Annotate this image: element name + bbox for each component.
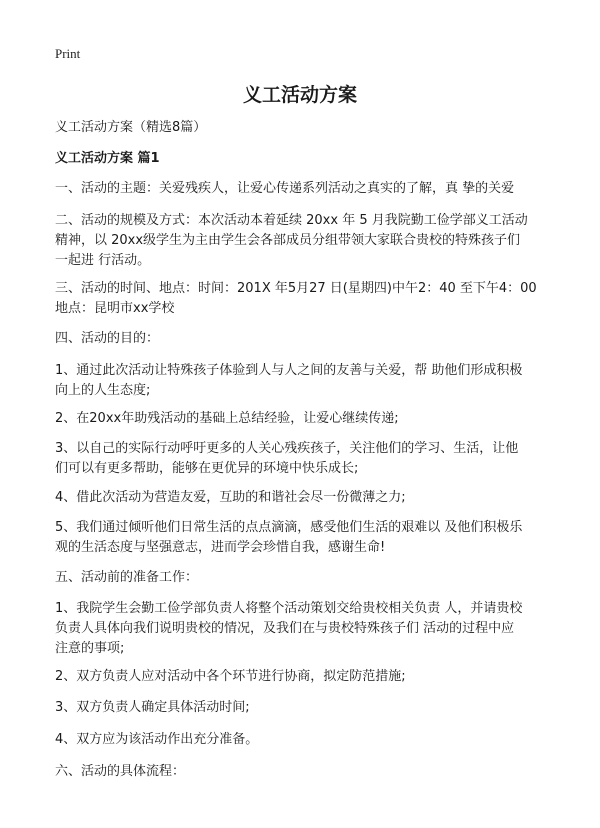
paragraph-line: 2、双方负责人应对活动中各个环节进行协商，拟定防范措施; (55, 669, 406, 684)
paragraph-purpose-2 (55, 409, 555, 429)
paragraph-prep-1 (55, 599, 555, 659)
paragraph-prep-2 (55, 667, 555, 687)
document-title: 义工活动方案 (242, 84, 357, 106)
paragraph-scale (55, 211, 555, 271)
paragraph-line: 一起进 行活动。 (55, 253, 151, 268)
paragraph-line: 2、在20xx年助残活动的基础上总结经验，让爱心继续传递; (55, 411, 399, 426)
paragraph-purpose-1 (55, 361, 555, 401)
paragraph-line: 4、双方应为该活动作出充分准备。 (55, 732, 259, 747)
paragraph-line: 1、通过此次活动让特殊孩子体验到人与人之间的友善与关爱，帮 助他们形成积极 (55, 363, 523, 378)
print-link[interactable]: Print (55, 46, 81, 61)
paragraph-line: 5、我们通过倾听他们日常生活的点点滴滴，感受他们生活的艰难以 及他们积极乐 (55, 520, 523, 535)
paragraph-line: 向上的人生态度; (55, 383, 151, 398)
paragraph-line: 一、活动的主题：关爱残疾人，让爱心传递系列活动之真实的了解，真 挚的关爱 (55, 181, 515, 196)
paragraph-purpose-5 (55, 518, 555, 558)
paragraph-purpose-4 (55, 488, 555, 508)
paragraph-time-place (55, 279, 555, 319)
paragraph-line: 精神，以 20xx级学生为主由学生会各部成员分组带领大家联合贵校的特殊孩子们 (55, 233, 521, 248)
paragraph-line: 4、借此次活动为营造友爱，互助的和谐社会尽一份微薄之力; (55, 490, 406, 505)
paragraph-prep-4 (55, 730, 555, 750)
heading-preparation (55, 568, 555, 588)
paragraph-line: 们可以有更多帮助，能够在更优异的环境中快乐成长; (55, 461, 359, 476)
section-heading: 义工活动方案 篇1 (55, 151, 160, 166)
paragraph-line: 二、活动的规模及方式：本次活动本着延续 20xx 年 5 月我院勤工俭学部义工活动 (55, 213, 528, 228)
paragraph-purpose-3 (55, 439, 555, 479)
paragraph-line: 六、活动的具体流程： (55, 764, 186, 779)
heading-process (55, 762, 555, 782)
paragraph-line: 3、以自己的实际行动呼吁更多的人关心残疾孩子，关注他们的学习、生活，让他 (55, 441, 519, 456)
paragraph-theme (55, 179, 555, 199)
paragraph-line: 1、我院学生会勤工俭学部负责人将整个活动策划交给贵校相关负责 人，并请贵校 (55, 601, 523, 616)
paragraph-line: 3、双方负责人确定具体活动时间; (55, 700, 250, 715)
paragraph-line: 五、活动前的准备工作： (55, 570, 199, 585)
paragraph-line: 地点：昆明市xx学校 (55, 301, 175, 316)
document-subtitle: 义工活动方案（精选8篇） (55, 120, 207, 135)
paragraph-line: 负责人具体向我们说明贵校的情况，及我们在与贵校特殊孩子们 活动的过程中应 (55, 621, 515, 636)
heading-purpose (55, 329, 555, 349)
paragraph-line: 四、活动的目的： (55, 331, 160, 346)
paragraph-prep-3 (55, 698, 555, 718)
paragraph-line: 观的生活态度与坚强意志，进而学会珍惜自我，感谢生命! (55, 540, 386, 555)
paragraph-line: 三、活动的时间、地点：时间：201X 年5月27 日(星期四)中午2：40 至下午4：00 (55, 281, 537, 296)
paragraph-line: 注意的事项; (55, 641, 125, 656)
